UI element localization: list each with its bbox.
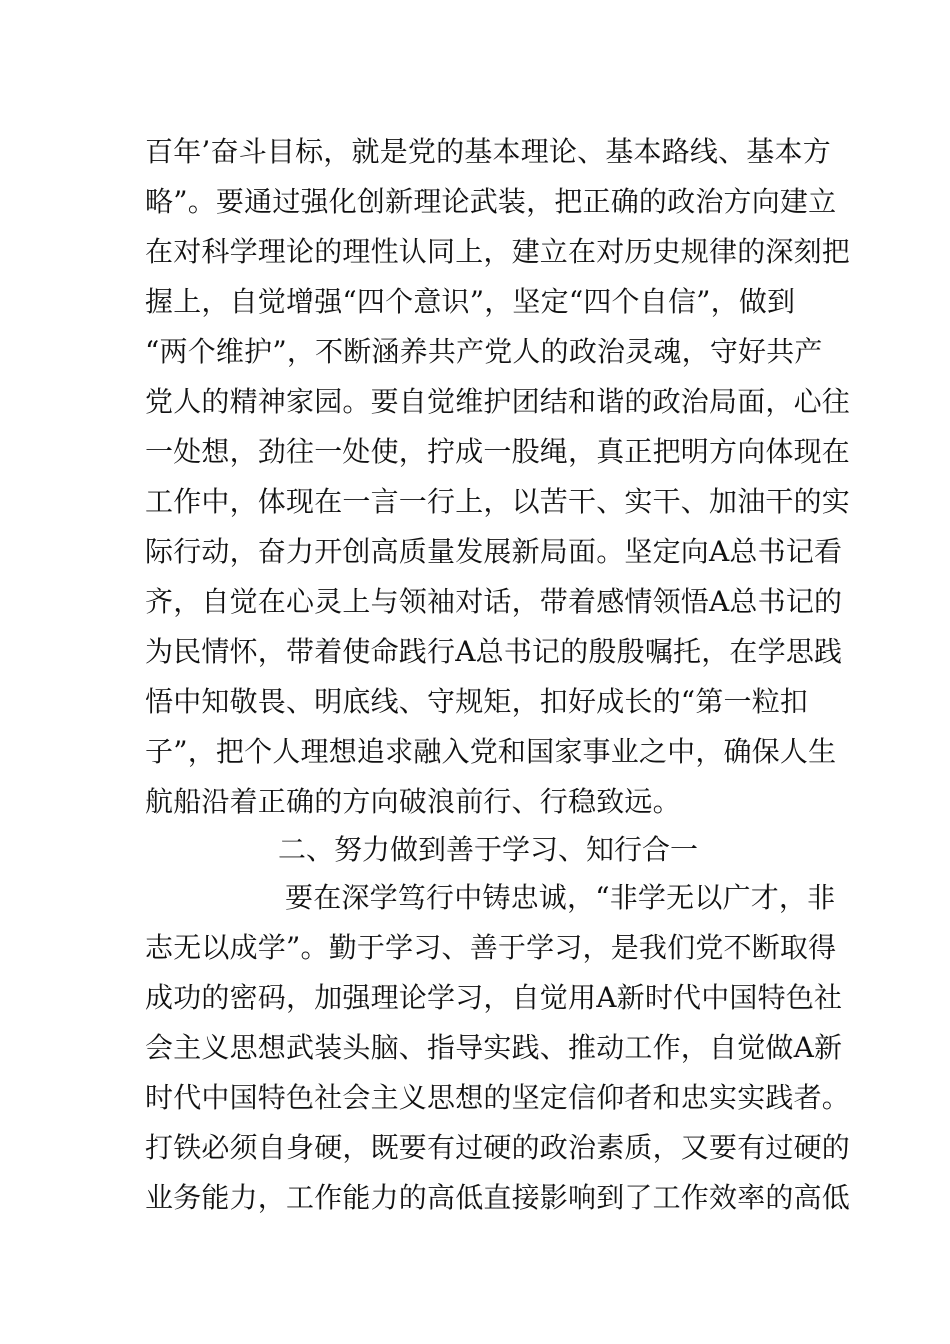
body-text-line: 悟中知敬畏、明底线、守规矩，扣好成长的“第一粒扣 (145, 685, 809, 718)
body-text-line: 在对科学理论的理性认同上，建立在对历史规律的深刻把 (145, 235, 851, 268)
body-text-line: 业务能力，工作能力的高低直接影响到了工作效率的高低 (145, 1181, 851, 1214)
body-text-line: 航船沿着正确的方向破浪前行、行稳致远。 (145, 785, 681, 818)
body-text-line: 略”。要通过强化创新理论武装，把正确的政治方向建立 (145, 185, 837, 218)
body-text-line: 一处想，劲往一处使，拧成一股绳，真正把明方向体现在 (145, 435, 851, 468)
body-text-line: 志无以成学”。勤于学习、善于学习，是我们党不断取得 (145, 931, 837, 964)
body-text-line: 时代中国特色社会主义思想的坚定信仰者和忠实实践者。 (145, 1081, 851, 1114)
body-text-line: 为民情怀，带着使命践行A总书记的殷殷嘱托，在学思践 (145, 635, 843, 668)
body-text-line: 齐，自觉在心灵上与领袖对话，带着感情领悟A总书记的 (145, 585, 843, 618)
body-text-line: 工作中，体现在一言一行上，以苦干、实干、加油干的实 (145, 485, 851, 518)
body-text-line: 要在深学笃行中铸忠诚，“非学无以广才，非 (285, 881, 836, 914)
body-text-line: 党人的精神家园。要自觉维护团结和谐的政治局面，心往 (145, 385, 851, 418)
body-text-line: 子”，把个人理想追求融入党和国家事业之中，确保人生 (145, 735, 837, 768)
body-text-line: 会主义思想武装头脑、指导实践、推动工作，自觉做A新 (145, 1031, 843, 1064)
body-text-line: 握上，自觉增强“四个意识”，坚定“四个自信”，做到 (145, 285, 796, 318)
section-heading: 二、努力做到善于学习、知行合一 (278, 833, 699, 866)
body-text-line: 际行动，奋力开创高质量发展新局面。坚定向A总书记看 (145, 535, 843, 568)
body-text-line: 打铁必须自身硬，既要有过硬的政治素质，又要有过硬的 (145, 1131, 851, 1164)
body-text-line: “两个维护”，不断涵养共产党人的政治灵魂，守好共产 (145, 335, 823, 368)
body-text-line: 成功的密码，加强理论学习，自觉用A新时代中国特色社 (145, 981, 843, 1014)
body-text-line: 百年’奋斗目标，就是党的基本理论、基本路线、基本方 (145, 135, 831, 168)
